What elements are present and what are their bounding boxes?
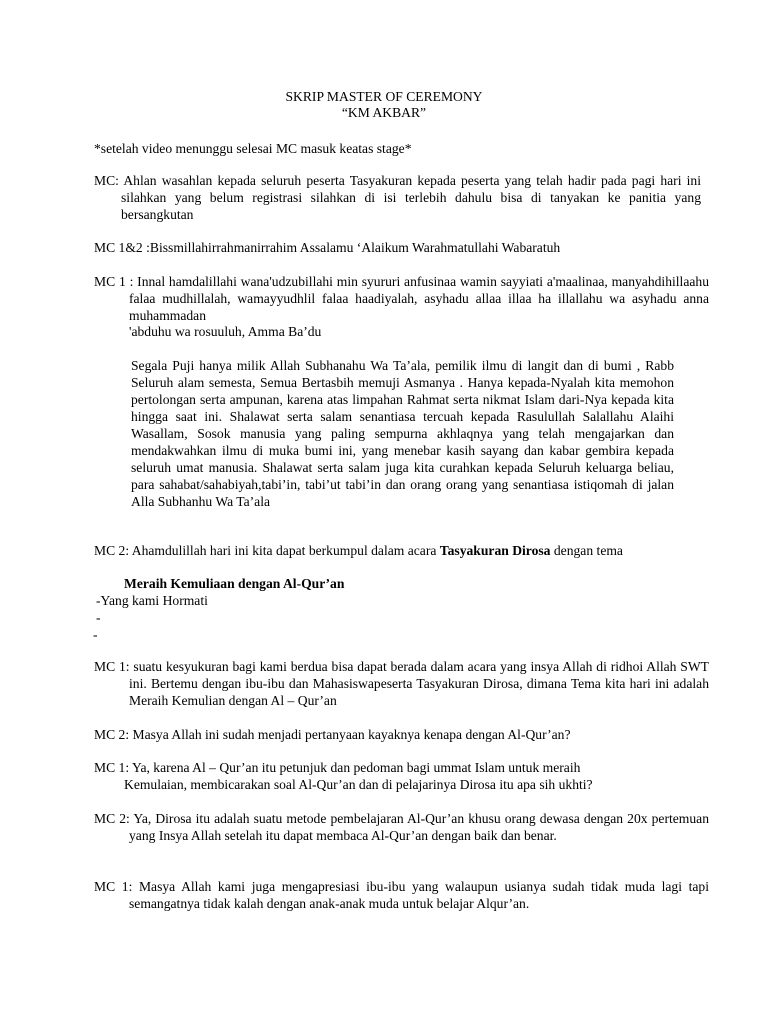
- mc1-gratitude-paragraph: MC 1: suatu kesyukuran bagi kami berdua bisa dapat berada dalam acara yang insya Allah di ridhoi Allah SWT ini. Bertemu dengan ibu-ibu dan Mahasiswapeserta Tasyakuran Dirosa, dimana Tema kita hari ini adalah Meraih Kemulian dengan Al – Qur’an: [94, 659, 709, 708]
- honor-dash-1: -: [96, 610, 101, 625]
- event-name: Tasyakuran Dirosa: [439, 543, 551, 558]
- honor-dash-2: -: [93, 627, 98, 642]
- mc1-appreciation-paragraph: MC 1: Masya Allah kami juga mengapresiasi ibu-ibu yang walaupun usianya sudah tidak muda lagi tapi semangatnya tidak kalah dengan anak-anak muda untuk belajar Alqur’an.: [94, 879, 709, 911]
- event-theme-text: Meraih Kemuliaan dengan Al-Qur’an: [124, 576, 345, 591]
- mc2-welcome-text: MC 2: Ahamdulillah hari ini kita dapat berkumpul dalam acara: [94, 543, 440, 558]
- stage-note: *setelah video menunggu selesai MC masuk keatas stage*: [94, 141, 412, 156]
- mc2-welcome-tail: dengan tema: [550, 543, 623, 558]
- event-theme: [124, 575, 344, 592]
- mc12-greeting: MC 1&2 :Bissmillahirrahmanirrahim Assalamu ‘Alaikum Warahmatullahi Wabaratuh: [94, 240, 561, 255]
- doc-subtitle: “KM AKBAR”: [341, 105, 427, 120]
- mc1-answer-line2: Kemulaian, membicarakan soal Al-Qur’an dan di pelajarinya Dirosa itu apa sih ukhti?: [124, 777, 593, 792]
- mc2-dirosa-paragraph: MC 2: Ya, Dirosa itu adalah suatu metode pembelajaran Al-Qur’an khusu orang dewasa dengan 20x pertemuan yang Insya Allah setelah itu dapat membaca Al-Qur’an dengan baik dan benar.: [94, 811, 709, 843]
- mc1-praise-paragraph: Segala Puji hanya milik Allah Subhanahu Wa Ta’ala, pemilik ilmu di langit dan di bumi , Rabb Seluruh alam semesta, Semua Bertasbih memuji Asmanya . Hanya kepada-Nyalah kita memohon pertolongan serta ampunan, karena atas limpahan Rahmat serta nikmat Islam dari-Nya kepada kita hingga saat ini. Shalawat serta salam senantiasa tercuah kepada Rasulullah Salallahu Alaihi Wasallam, Sosok manusia yang paling sempurna akhlaqnya yang telah mengajarkan dan mendakwahkan ilmu di muka bumi ini, yang menebar kasih sayang dan kabar gembira kepada seluruh umat manusia. Shalawat serta salam juga kita curahkan kepada Seluruh keluarga beliau, para sahabat/sahabiyah,tabi’in, tabi’ut tabi’in dan orang orang yang senantiasa istiqomah di jalan Alla Subhanhu Wa Ta’ala: [131, 358, 674, 509]
- mc2-question: MC 2: Masya Allah ini sudah menjadi pertanyaan kayaknya kenapa dengan Al-Qur’an?: [94, 727, 571, 742]
- mc1-answer-line1: MC 1: Ya, karena Al – Qur’an itu petunjuk dan pedoman bagi ummat Islam untuk meraih: [94, 760, 581, 775]
- mc-intro-paragraph: MC: Ahlan wasahlan kepada seluruh peserta Tasyakuran kepada peserta yang telah hadir pada pagi hari ini silahkan yang belum registrasi silahkan di isi terlebih dahulu bisa di tanyakan ke panitia yang bersangkutan: [94, 173, 701, 222]
- mc1-opening-continuation: 'abduhu wa rosuuluh, Amma Ba’du: [129, 324, 322, 339]
- doc-title: SKRIP MASTER OF CEREMONY: [285, 89, 483, 104]
- honor-line: -Yang kami Hormati: [96, 593, 208, 608]
- mc1-opening-paragraph: MC 1 : Innal hamdalillahi wana'udzubillahi min syururi anfusinaa wamin sayyiati a'maalinaa, manyahdihillaahu falaa mudhillalah, wamayyudhlil falaa haadiyalah, asyhadu allaa illaa ha illallahu wa asyhadu anna muhammadan: [94, 274, 709, 323]
- mc2-welcome-paragraph: [94, 542, 674, 559]
